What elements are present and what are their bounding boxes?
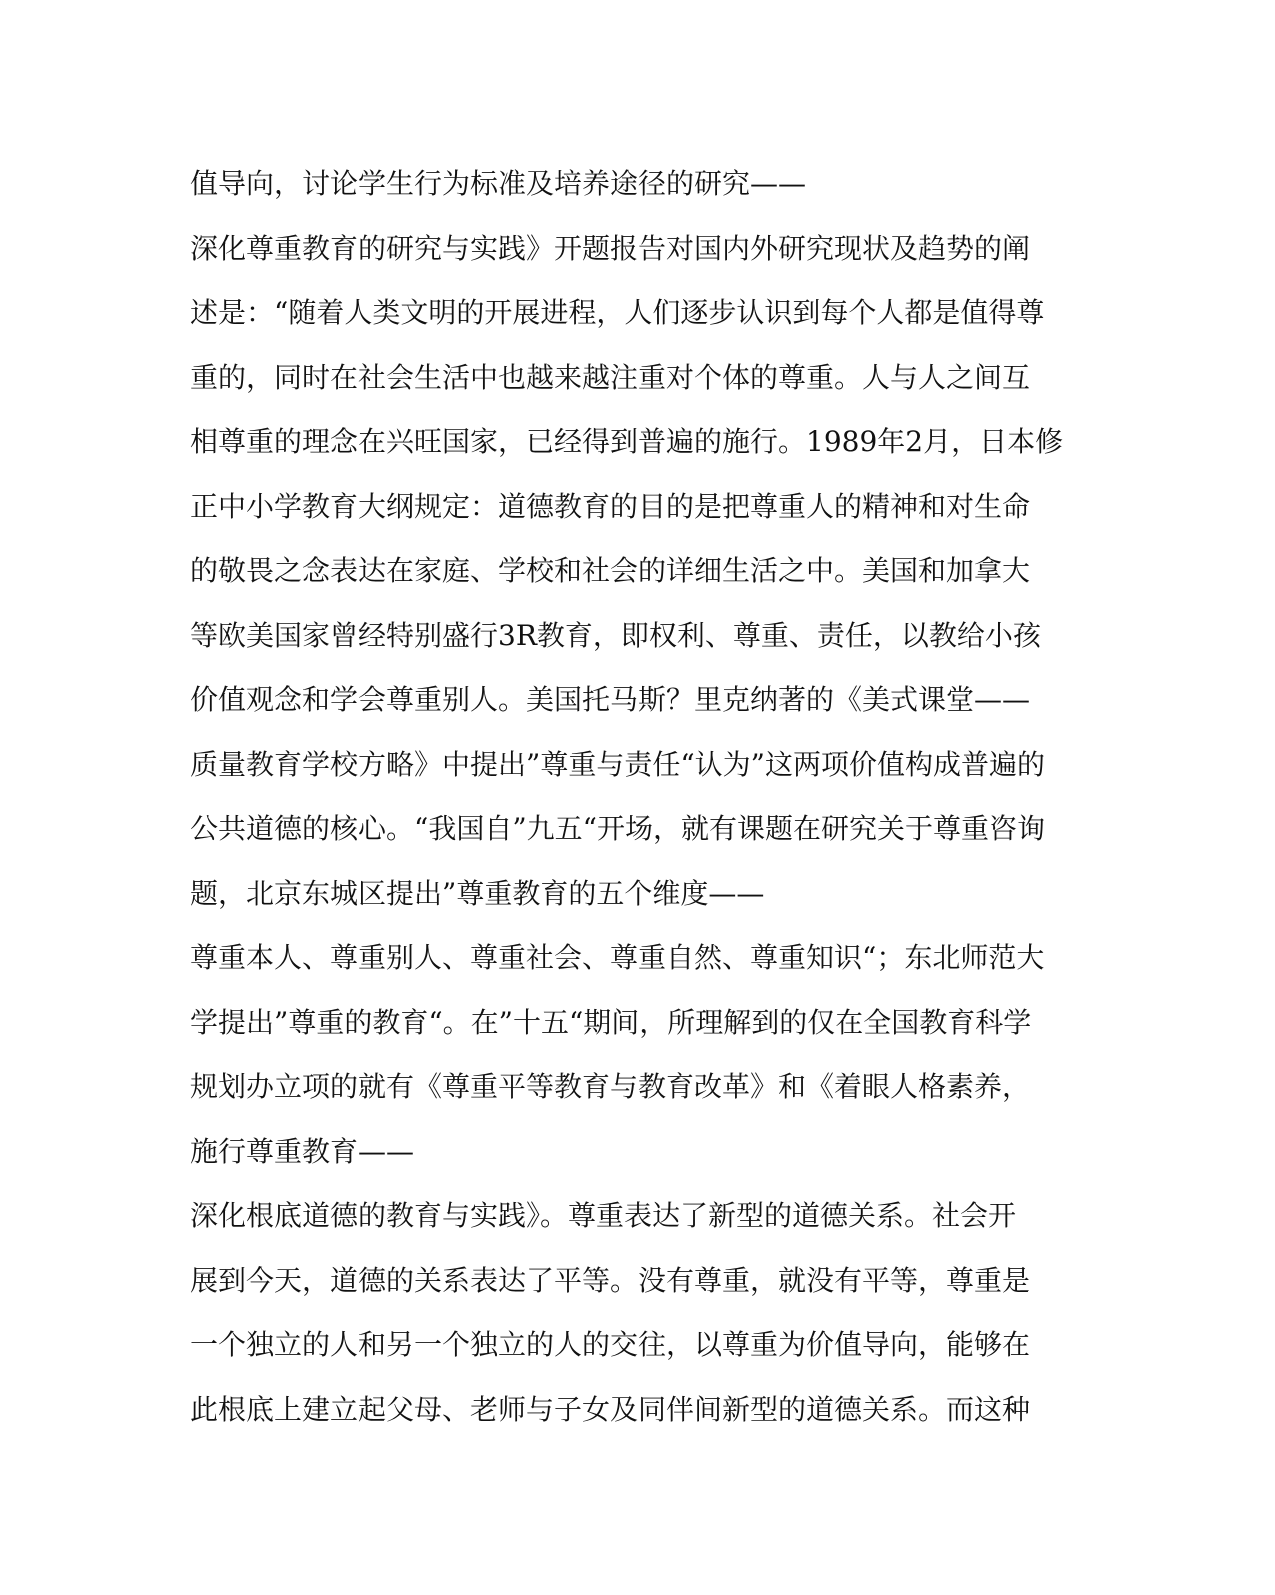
text-line: 公共道德的核心。“我国自”九五“开场，就有课题在研究关于尊重咨询: [190, 812, 1045, 845]
text-line: 述是：“随着人类文明的开展进程，人们逐步认识到每个人都是值得尊: [190, 296, 1045, 329]
text-line: 相尊重的理念在兴旺国家，已经得到普遍的施行。1989年2月，日本修: [190, 425, 1064, 458]
text-line: 价值观念和学会尊重别人。美国托马斯？里克纳著的《美式课堂——: [190, 683, 1031, 716]
text-line: 一个独立的人和另一个独立的人的交往，以尊重为价值导向，能够在: [190, 1328, 1031, 1361]
text-line: 的敬畏之念表达在家庭、学校和社会的详细生活之中。美国和加拿大: [190, 554, 1031, 587]
text-line: 尊重本人、尊重别人、尊重社会、尊重自然、尊重知识“；东北师范大: [190, 941, 1045, 974]
text-line: 规划办立项的就有《尊重平等教育与教育改革》和《着眼人格素养，: [190, 1070, 1031, 1103]
body-text: [190, 152, 1090, 1442]
text-line: 等欧美国家曾经特别盛行3R教育，即权利、尊重、责任，以教给小孩: [190, 618, 1041, 652]
text-line: 深化尊重教育的研究与实践》开题报告对国内外研究现状及趋势的阐: [190, 231, 1031, 265]
text-line: 质量教育学校方略》中提出”尊重与责任“认为”这两项价值构成普遍的: [190, 747, 1045, 781]
text-line: 深化根底道德的教育与实践》。尊重表达了新型的道德关系。社会开: [190, 1199, 1017, 1232]
text-line: 学提出”尊重的教育“。在”十五“期间，所理解到的仅在全国教育科学: [190, 1005, 1032, 1039]
text-line: 值导向，讨论学生行为标准及培养途径的研究——: [190, 167, 807, 200]
text-line: 重的，同时在社会生活中也越来越注重对个体的尊重。人与人之间互: [190, 360, 1031, 394]
text-line: 题，北京东城区提出”尊重教育的五个维度——: [190, 876, 765, 910]
text-line: 施行尊重教育——: [190, 1134, 415, 1168]
text-line: 展到今天，道德的关系表达了平等。没有尊重，就没有平等，尊重是: [190, 1263, 1031, 1297]
text-line: 正中小学教育大纲规定：道德教育的目的是把尊重人的精神和对生命: [190, 489, 1031, 523]
text-line: 此根底上建立起父母、老师与子女及同伴间新型的道德关系。而这种: [190, 1392, 1031, 1426]
